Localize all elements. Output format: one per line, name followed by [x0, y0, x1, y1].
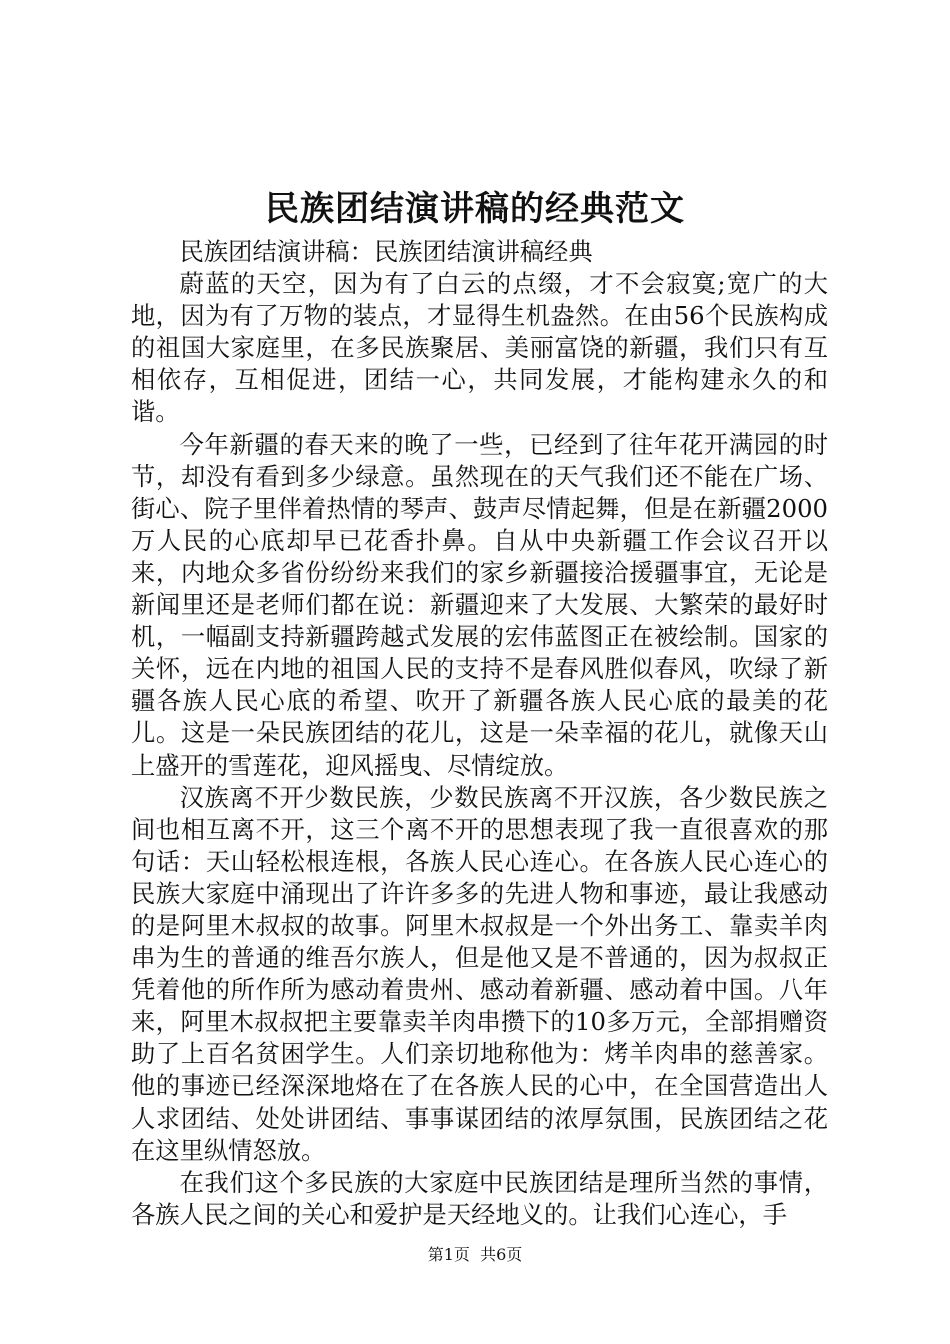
document-body	[131, 236, 828, 1231]
document-title: 民族团结演讲稿的经典范文	[265, 189, 685, 229]
page-total: 共6页	[480, 1245, 523, 1264]
paragraph: 在我们这个多民族的大家庭中民族团结是理所当然的事情，各族人民之间的关心和爱护是天经地义的。让我们心连心，手	[131, 1167, 828, 1229]
paragraph: 今年新疆的春天来的晚了一些，已经到了往年花开满园的时节，却没有看到多少绿意。虽然现在的天气我们还不能在广场、街心、院子里伴着热情的琴声、鼓声尽情起舞，但是在新疆2000万人民的心底却早已花香扑鼻。自从中央新疆工作会议召开以来，内地众多省份纷纷来我们的家乡新疆接洽援疆事宜，无论是新闻里还是老师们都在说：新疆迎来了大发展、大繁荣的最好时机，一幅副支持新疆跨越式发展的宏伟蓝图正在被绘制。国家的关怀，远在内地的祖国人民的支持不是春风胜似春风，吹绿了新疆各族人民心底的希望、吹开了新疆各族人民心底的最美的花儿。这是一朵民族团结的花儿，这是一朵幸福的花儿，就像天山上盛开的雪莲花，迎风摇曳、尽情绽放。	[131, 429, 828, 780]
paragraph: 汉族离不开少数民族，少数民族离不开汉族，各少数民族之间也相互离不开，这三个离不开的思想表现了我一直很喜欢的那句话：天山轻松根连根，各族人民心连心。在各族人民心连心的民族大家庭中涌现出了许许多多的先进人物和事迹，最让我感动的是阿里木叔叔的故事。阿里木叔叔是一个外出务工、靠卖羊肉串为生的普通的维吾尔族人，但是他又是不普通的，因为叔叔正凭着他的所作所为感动着贵州、感动着新疆、感动着中国。八年来，阿里木叔叔把主要靠卖羊肉串攒下的10多万元，全部捐赠资助了上百名贫困学生。人们亲切地称他为：烤羊肉串的慈善家。他的事迹已经深深地烙在了在各族人民的心中，在全国营造出人人求团结、处处讲团结、事事谋团结的浓厚氛围，民族团结之花在这里纵情怒放。	[131, 782, 828, 1165]
paragraph-subtitle: 民族团结演讲稿：民族团结演讲稿经典	[179, 237, 593, 266]
page-footer	[0, 1244, 950, 1266]
page-number: 第1页	[427, 1245, 470, 1264]
paragraph: 蔚蓝的天空，因为有了白云的点缀，才不会寂寞;宽广的大地，因为有了万物的装点，才显得生机盎然。在由56个民族构成的祖国大家庭里，在多民族聚居、美丽富饶的新疆，我们只有互相依存，互相促进，团结一心，共同发展，才能构建永久的和谐。	[131, 269, 828, 427]
